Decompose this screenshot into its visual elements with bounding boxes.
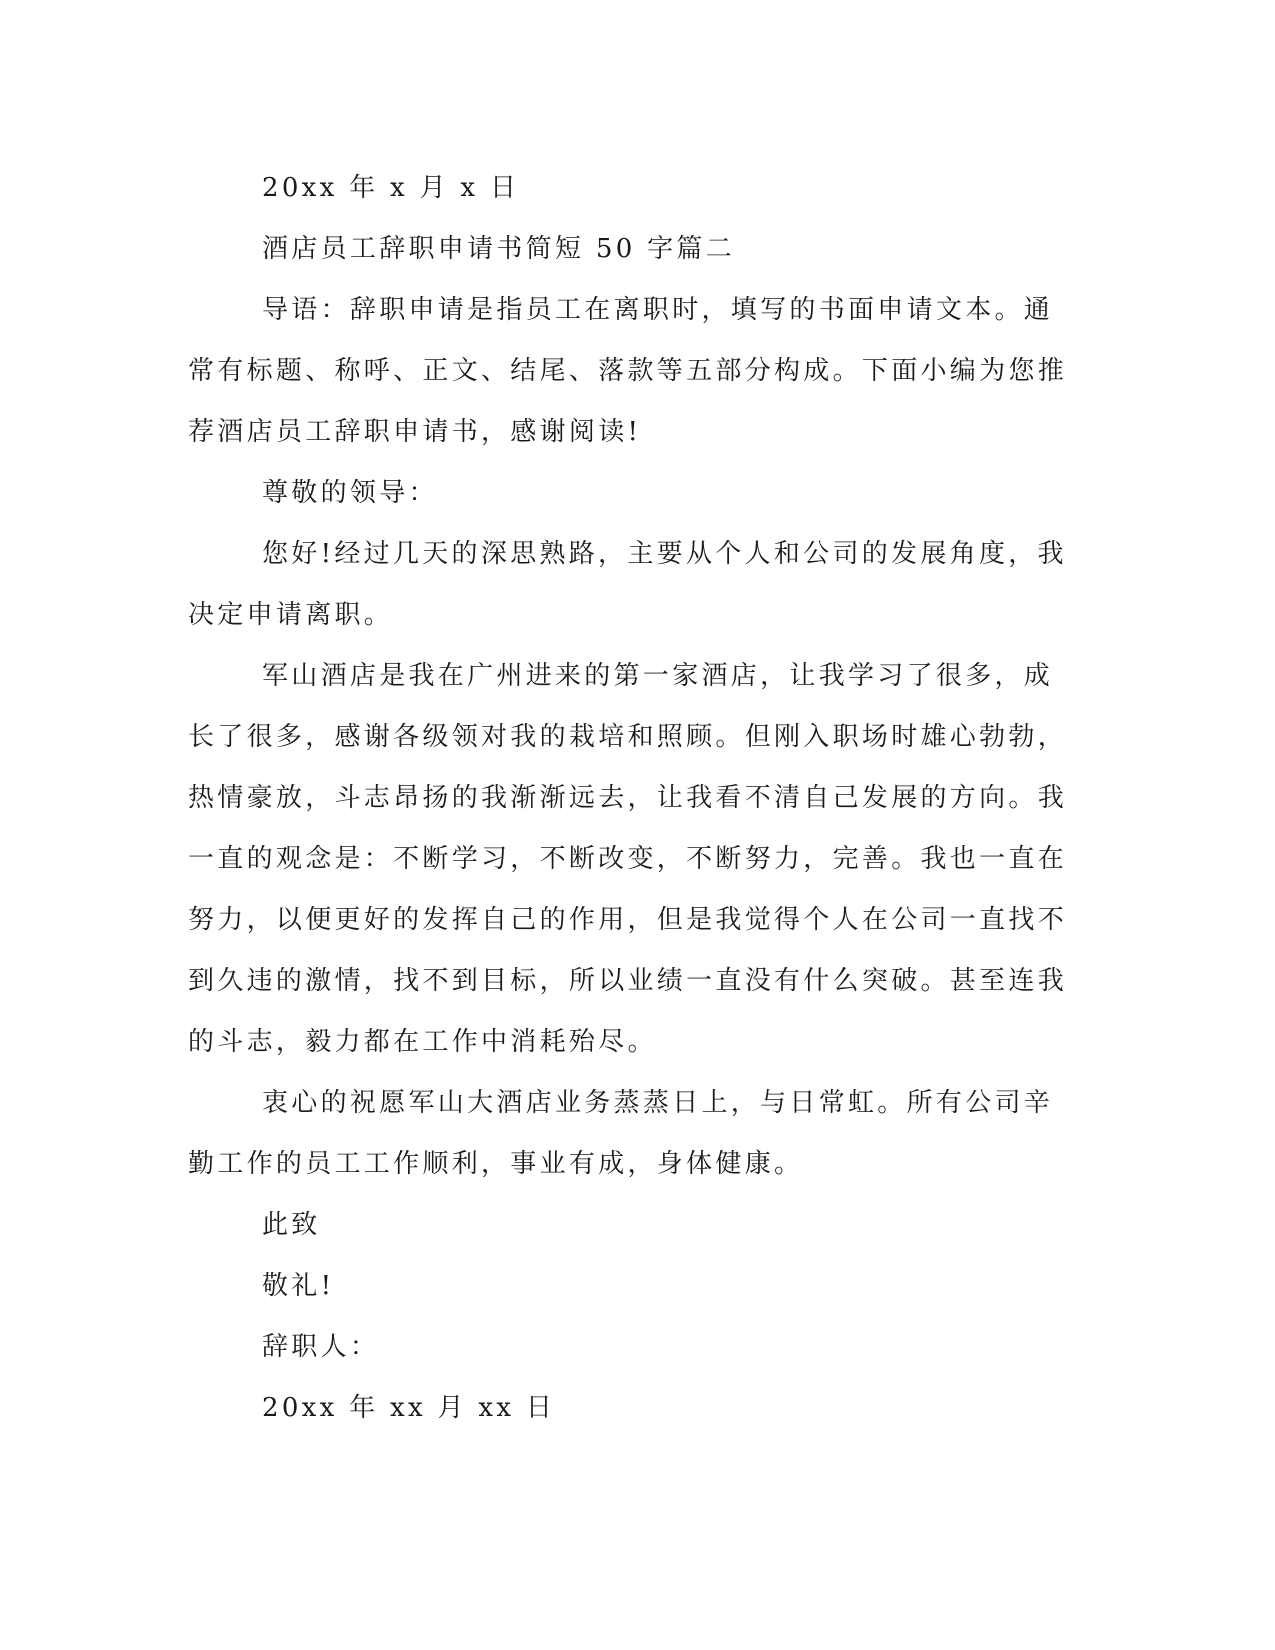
body-paragraph-1: 您好!经过几天的深思熟路，主要从个人和公司的发展角度，我决定申请离职。 bbox=[188, 539, 1067, 630]
closing-regards: 敬礼! bbox=[262, 1271, 335, 1301]
intro-paragraph: 导语：辞职申请是指员工在离职时，填写的书面申请文本。通常有标题、称呼、正文、结尾、落款等五部分构成。下面小编为您推荐酒店员工辞职申请书，感谢阅读! bbox=[188, 295, 1068, 447]
date-line-top: 20xx 年 x 月 x 日 bbox=[262, 173, 520, 203]
document-body bbox=[188, 158, 1068, 1439]
closing-greeting: 此致 bbox=[262, 1210, 321, 1240]
body-paragraph-2: 军山酒店是我在广州进来的第一家酒店，让我学习了很多，成长了很多，感谢各级领对我的栽培和照顾。但刚入职场时雄心勃勃，热情豪放，斗志昂扬的我渐渐远去，让我看不清自己发展的方向。我一直的观念是：不断学习，不断改变，不断努力，完善。我也一直在努力，以便更好的发挥自己的作用，但是我觉得个人在公司一直找不到久违的激情，找不到目标，所以业绩一直没有什么突破。甚至连我的斗志，毅力都在工作中消耗殆尽。 bbox=[188, 661, 1068, 1057]
signatory-label: 辞职人： bbox=[262, 1332, 380, 1362]
body-paragraph-3: 衷心的祝愿军山大酒店业务蒸蒸日上，与日常虹。所有公司辛勤工作的员工工作顺利，事业有成，身体健康。 bbox=[188, 1088, 1054, 1179]
section-title: 酒店员工辞职申请书简短 50 字篇二 bbox=[262, 234, 736, 264]
date-line-bottom: 20xx 年 xx 月 xx 日 bbox=[262, 1393, 556, 1423]
salutation: 尊敬的领导： bbox=[262, 478, 438, 508]
